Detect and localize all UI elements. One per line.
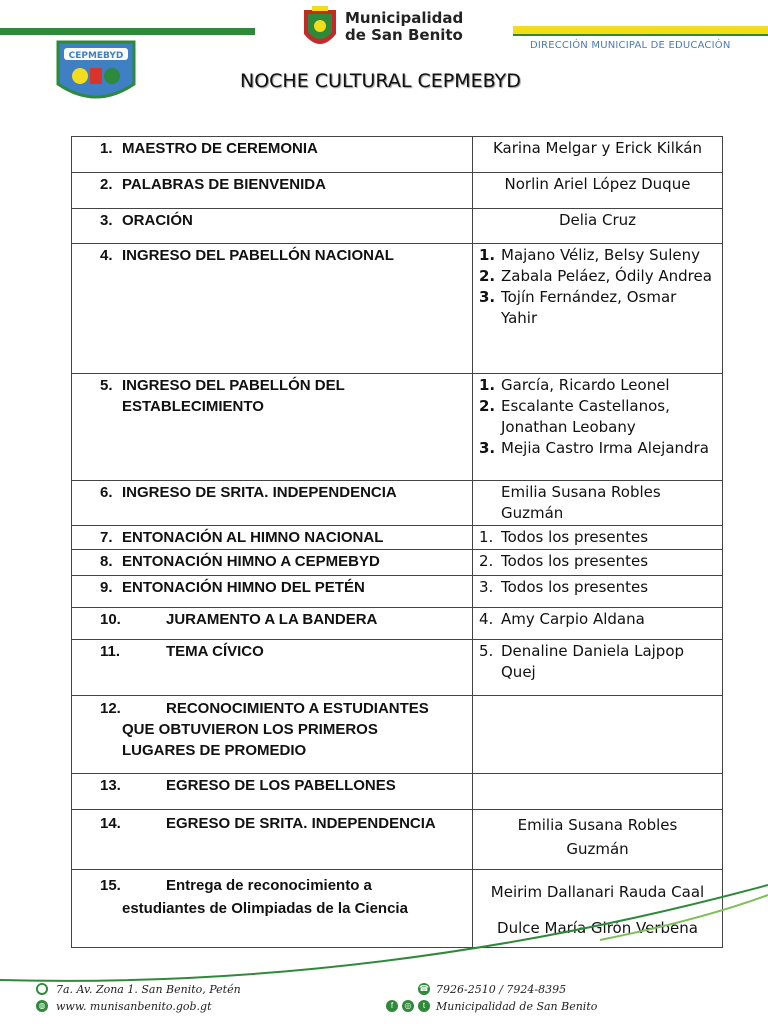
- activity-text: ENTONACIÓN HIMNO DEL PETÉN: [122, 579, 365, 596]
- list-item: [479, 396, 716, 438]
- row-number: 3.: [100, 212, 113, 229]
- row-number: 6.: [100, 484, 113, 501]
- row-number: 14.: [100, 815, 121, 832]
- table-row: [72, 608, 723, 640]
- person-cell: [473, 608, 723, 640]
- activity-text: EGRESO DE LOS PABELLONES: [166, 777, 396, 794]
- activity-cell: [72, 481, 473, 526]
- person-cell: [473, 810, 723, 870]
- list-item: [479, 245, 716, 266]
- person-name: Meirim Dallanari Rauda Caal: [490, 883, 705, 901]
- table-row: [72, 374, 723, 481]
- list-item: [479, 375, 716, 396]
- activity-text: INGRESO DEL PABELLÓN NACIONAL: [122, 247, 394, 264]
- activity-cell: [72, 173, 473, 209]
- table-row: [72, 810, 723, 870]
- activity-text: ENTONACIÓN HIMNO A CEPMEBYD: [122, 553, 380, 570]
- activity-text: INGRESO DE SRITA. INDEPENDENCIA: [122, 484, 397, 501]
- activity-text: EGRESO DE SRITA. INDEPENDENCIA: [166, 815, 436, 832]
- table-row: [72, 550, 723, 576]
- person-cell: [473, 576, 723, 608]
- person-cell: [473, 774, 723, 810]
- row-number: 11.: [100, 643, 121, 660]
- row-number: 2.: [100, 176, 113, 193]
- person-name: Majano Véliz, Belsy Suleny: [501, 246, 700, 264]
- person-name: Todos los presentes: [501, 552, 649, 570]
- row-number: 5.: [100, 377, 113, 394]
- person-cell: [473, 640, 723, 696]
- person-name: Denaline Daniela Lajpop Quej: [501, 642, 685, 681]
- row-number: 15.: [100, 877, 121, 894]
- list-number: 1.: [479, 246, 496, 264]
- activity-text: PALABRAS DE BIENVENIDA: [122, 176, 326, 193]
- table-row: [72, 481, 723, 526]
- direction-title: DIRECCIÓN MUNICIPAL DE EDUCACIÓN: [530, 40, 731, 51]
- table-row: [72, 244, 723, 374]
- list-number: 2.: [479, 397, 496, 415]
- table-row: [72, 640, 723, 696]
- table-row: [72, 526, 723, 550]
- row-number: 4.: [100, 247, 113, 264]
- activity-text: RECONOCIMIENTO A ESTUDIANTES: [166, 700, 429, 717]
- list-number: 3.: [479, 578, 494, 596]
- list-number: 2.: [479, 552, 494, 570]
- person-cell: Delia Cruz: [473, 209, 723, 244]
- activity-cell: [72, 640, 473, 696]
- cepmebyd-logo: [50, 38, 142, 106]
- activity-cell: [72, 209, 473, 244]
- twitter-icon[interactable]: t: [418, 1000, 430, 1012]
- header-green-bar: [0, 28, 255, 35]
- list-item: [479, 438, 716, 459]
- school-logo-text: CEPMEBYD: [68, 51, 124, 61]
- row-number: 9.: [100, 579, 113, 596]
- person-name: Zabala Peláez, Ódily Andrea: [501, 267, 712, 285]
- header-green-line: [513, 34, 768, 36]
- person-cell: [473, 374, 723, 481]
- municipality-shield-logo: [300, 6, 340, 54]
- person-cell: [473, 244, 723, 374]
- person-cell: Karina Melgar y Erick Kilkán: [473, 137, 723, 173]
- activity-text: ORACIÓN: [122, 212, 193, 229]
- list-number: 3.: [479, 288, 496, 306]
- person-cell: Emilia Susana Robles Guzmán: [473, 481, 723, 526]
- activity-cell: [72, 244, 473, 374]
- list-item: [479, 266, 716, 287]
- activity-text: TEMA CÍVICO: [166, 643, 264, 660]
- activity-text: JURAMENTO A LA BANDERA: [166, 611, 378, 628]
- list-item: [479, 287, 716, 329]
- person-name: Tojín Fernández, Osmar Yahir: [501, 288, 677, 327]
- municipality-name: [345, 10, 463, 44]
- activity-cell: [72, 526, 473, 550]
- person-cell: [473, 696, 723, 774]
- footer-address: 7a. Av. Zona 1. San Benito, Petén: [56, 983, 241, 996]
- table-row: [72, 209, 723, 244]
- row-number: 7.: [100, 529, 113, 546]
- table-row: [72, 137, 723, 173]
- person-cell: [473, 526, 723, 550]
- list-number: 2.: [479, 267, 496, 285]
- activity-text-line2: estudiantes de Olimpiadas de la Ciencia: [122, 900, 408, 917]
- activity-cell: [72, 137, 473, 173]
- municipality-name-line1: Municipalidad: [345, 9, 464, 27]
- activity-text-line2: QUE OBTUVIERON LOS PRIMEROS: [122, 721, 378, 738]
- person-name: Todos los presentes: [501, 578, 649, 596]
- person-name: Amy Carpio Aldana: [501, 610, 645, 628]
- list-number: 1.: [479, 528, 494, 546]
- activity-text-line3: LUGARES DE PROMEDIO: [122, 742, 307, 759]
- globe-icon: ◍: [36, 1000, 48, 1012]
- table-row: [72, 576, 723, 608]
- activity-text-line2: ESTABLECIMIENTO: [122, 398, 264, 415]
- person-name-line2: Dulce María Girón Verbena: [497, 919, 698, 937]
- document-title: NOCHE CULTURAL CEPMEBYD: [240, 70, 521, 92]
- activity-cell: [72, 374, 473, 481]
- activity-cell: [72, 774, 473, 810]
- activity-cell: [72, 810, 473, 870]
- table-row: [72, 696, 723, 774]
- activity-text: MAESTRO DE CEREMONIA: [122, 140, 318, 157]
- activity-cell: [72, 696, 473, 774]
- row-number: 10.: [100, 611, 121, 628]
- person-name: Escalante Castellanos, Jonathan Leobany: [501, 397, 670, 436]
- phone-icon: ☎: [419, 984, 429, 993]
- person-name: Emilia Susana Robles: [517, 816, 678, 834]
- row-number: 1.: [100, 140, 113, 157]
- activity-text: Entrega de reconocimiento a: [166, 877, 372, 894]
- row-number: 8.: [100, 553, 113, 570]
- list-number: 5.: [479, 642, 494, 660]
- table-row: [72, 774, 723, 810]
- municipality-name-line2: de San Benito: [345, 26, 463, 44]
- row-number: 13.: [100, 777, 121, 794]
- location-icon: ⬤: [37, 984, 47, 993]
- person-cell: Norlin Ariel López Duque: [473, 173, 723, 209]
- footer-social: Municipalidad de San Benito: [436, 1000, 598, 1013]
- activity-cell: [72, 550, 473, 576]
- facebook-icon[interactable]: f: [386, 1000, 398, 1012]
- person-name: Todos los presentes: [501, 528, 649, 546]
- person-name: García, Ricardo Leonel: [501, 376, 670, 394]
- footer-curve-decoration: [0, 880, 768, 990]
- footer-website[interactable]: www. munisanbenito.gob.gt: [56, 1000, 212, 1013]
- activity-text: INGRESO DEL PABELLÓN DEL: [122, 377, 345, 394]
- header-yellow-bar: [513, 26, 768, 34]
- list-number: 3.: [479, 439, 496, 457]
- person-name-line2: Guzmán: [566, 840, 629, 858]
- person-name: Mejia Castro Irma Alejandra: [501, 439, 709, 457]
- program-table: [71, 136, 723, 948]
- list-number: 1.: [479, 376, 496, 394]
- row-number: 12.: [100, 700, 121, 717]
- instagram-icon[interactable]: ◎: [402, 1000, 414, 1012]
- person-cell: [473, 550, 723, 576]
- activity-cell: [72, 576, 473, 608]
- list-number: 4.: [479, 610, 494, 628]
- table-row: [72, 173, 723, 209]
- activity-text: ENTONACIÓN AL HIMNO NACIONAL: [122, 529, 384, 546]
- activity-cell: [72, 608, 473, 640]
- footer-phones: 7926-2510 / 7924-8395: [436, 983, 567, 996]
